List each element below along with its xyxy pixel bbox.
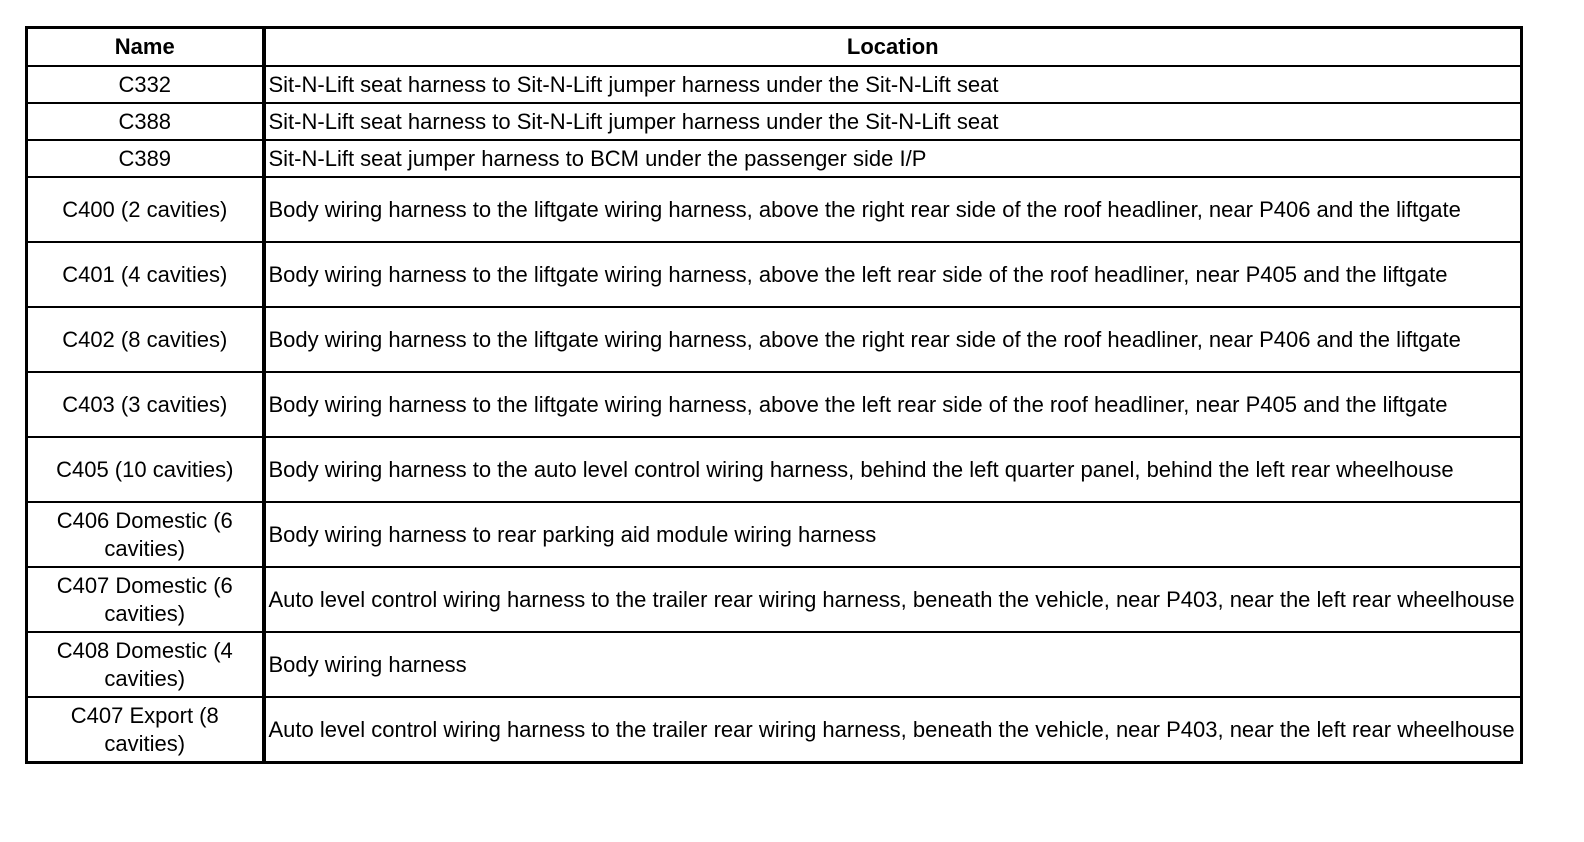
column-header-name: Name: [27, 28, 264, 67]
connector-location: Sit-N-Lift seat harness to Sit-N-Lift jumper harness under the Sit-N-Lift seat: [264, 66, 1522, 103]
connector-location: Body wiring harness to the liftgate wiring harness, above the right rear side of the roof headliner, near P406 and the liftgate: [264, 307, 1522, 372]
connector-location: Auto level control wiring harness to the trailer rear wiring harness, beneath the vehicle, near P403, near the left rear wheelhouse: [264, 697, 1522, 763]
connector-name: C389: [27, 140, 264, 177]
table-row: [27, 502, 1522, 567]
table-row: [27, 66, 1522, 103]
connector-location: Body wiring harness to rear parking aid module wiring harness: [264, 502, 1522, 567]
connector-location: Body wiring harness to the liftgate wiring harness, above the right rear side of the roof headliner, near P406 and the liftgate: [264, 177, 1522, 242]
table-row: [27, 632, 1522, 697]
header-row: [27, 28, 1522, 67]
connector-name: C408 Domestic (4 cavities): [27, 632, 264, 697]
connector-name: C403 (3 cavities): [27, 372, 264, 437]
table-row: [27, 242, 1522, 307]
connector-location: Sit-N-Lift seat harness to Sit-N-Lift jumper harness under the Sit-N-Lift seat: [264, 103, 1522, 140]
connector-name: C388: [27, 103, 264, 140]
connector-location: Auto level control wiring harness to the trailer rear wiring harness, beneath the vehicle, near P403, near the left rear wheelhouse: [264, 567, 1522, 632]
connector-name: C401 (4 cavities): [27, 242, 264, 307]
table-row: [27, 140, 1522, 177]
connector-table: [25, 26, 1523, 764]
connector-location: Body wiring harness to the liftgate wiring harness, above the left rear side of the roof headliner, near P405 and the liftgate: [264, 242, 1522, 307]
connector-name: C407 Export (8 cavities): [27, 697, 264, 763]
connector-location: Body wiring harness to the liftgate wiring harness, above the left rear side of the roof headliner, near P405 and the liftgate: [264, 372, 1522, 437]
connector-name: C407 Domestic (6 cavities): [27, 567, 264, 632]
table-row: [27, 697, 1522, 763]
table-row: [27, 437, 1522, 502]
connector-name: C400 (2 cavities): [27, 177, 264, 242]
connector-location: Body wiring harness to the auto level control wiring harness, behind the left quarter panel, behind the left rear wheelhouse: [264, 437, 1522, 502]
connector-name: C332: [27, 66, 264, 103]
connector-name: C406 Domestic (6 cavities): [27, 502, 264, 567]
connector-name: C402 (8 cavities): [27, 307, 264, 372]
column-header-location: Location: [264, 28, 1522, 67]
connector-name: C405 (10 cavities): [27, 437, 264, 502]
table-row: [27, 567, 1522, 632]
connector-location: Body wiring harness: [264, 632, 1522, 697]
connector-location: Sit-N-Lift seat jumper harness to BCM under the passenger side I/P: [264, 140, 1522, 177]
table-row: [27, 103, 1522, 140]
table-row: [27, 177, 1522, 242]
table-row: [27, 372, 1522, 437]
table-row: [27, 307, 1522, 372]
